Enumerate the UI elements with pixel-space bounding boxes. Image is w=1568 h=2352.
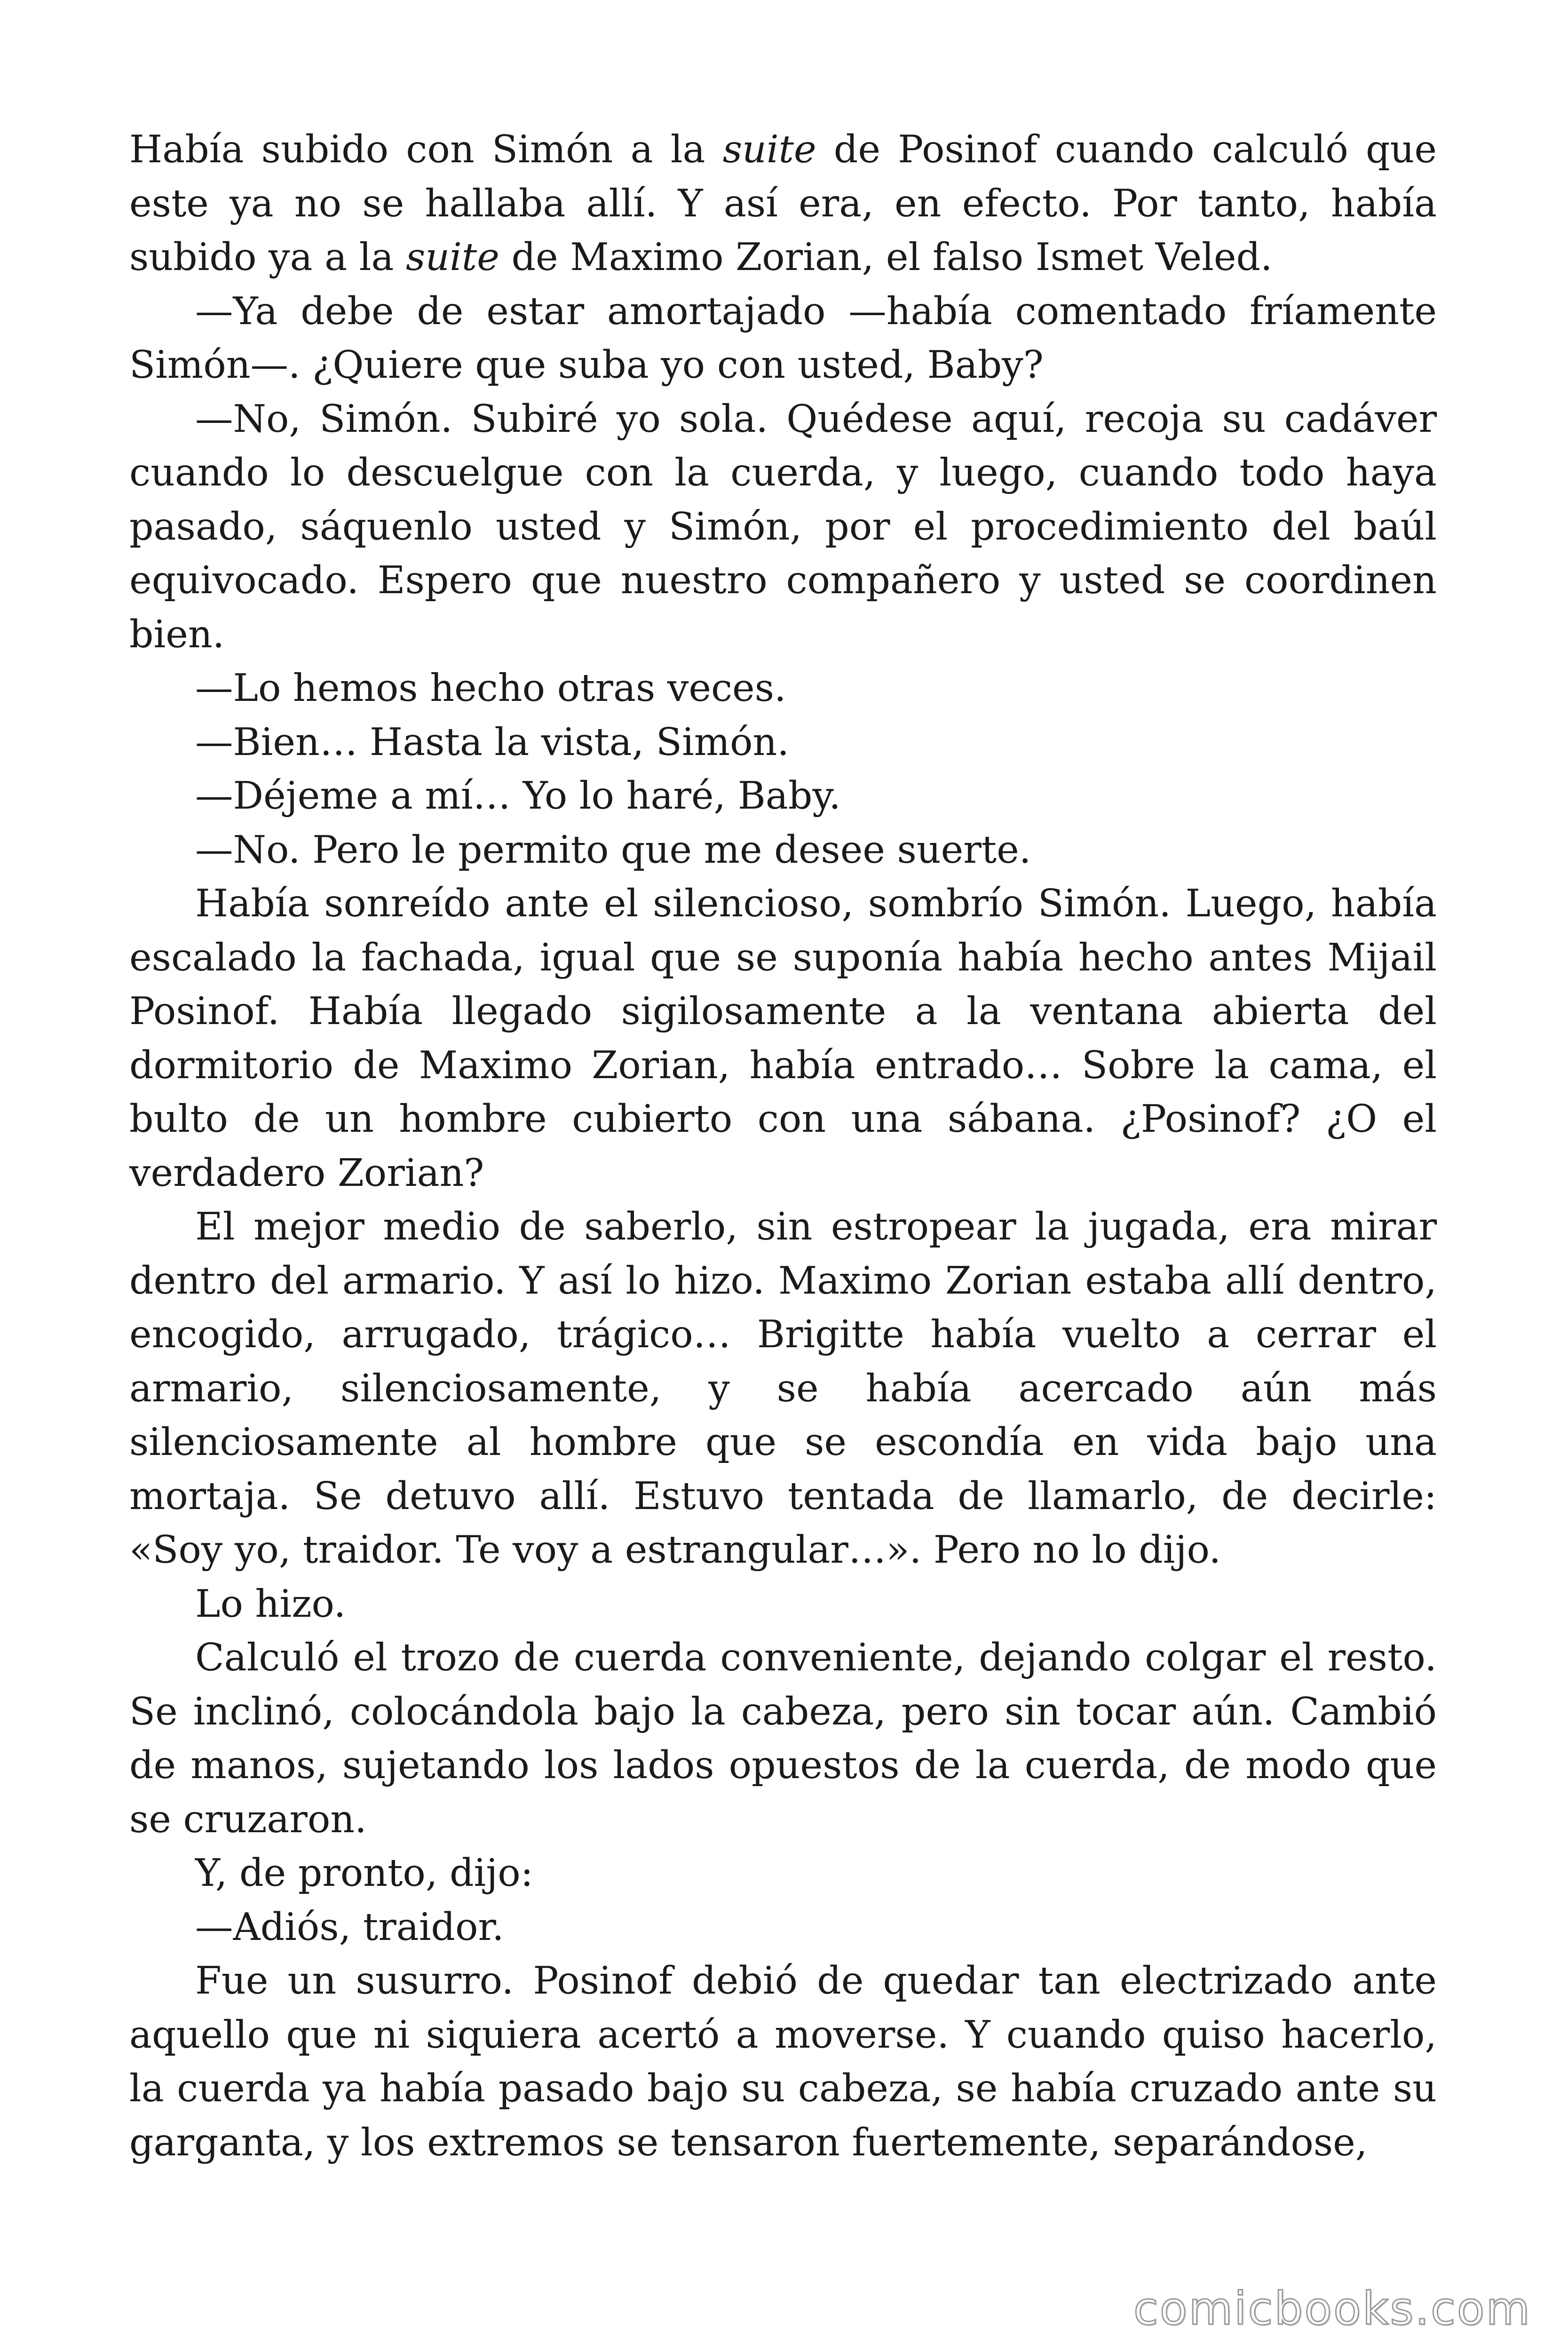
italic-text: suite — [406, 235, 499, 279]
text-segment: de Posinof cuando calculó que este ya no se hallaba allí. Y así era, en efecto. Por tanto, había subido ya a la — [129, 127, 1437, 279]
paragraph — [129, 392, 1437, 661]
text-segment: El mejor medio de saberlo, sin estropear la jugada, era mirar dentro del armario. Y así lo hizo. Maximo Zorian estaba allí dentro, encogido, arrugado, trágico… Brigitte había vuelto a cerrar el armario, silenciosamente, y se había acercado aún más silenciosamente al hombre que se escondía en vida bajo una mortaja. Se detuvo allí. Estuvo tentada de llamarlo, de decirle: «Soy yo, traidor. Te voy a estrangular…». Pero no lo dijo. — [129, 1204, 1437, 1572]
paragraph — [129, 715, 1437, 769]
text-segment: Había subido con Simón a la — [129, 127, 723, 171]
paragraph — [129, 876, 1437, 1200]
paragraph — [129, 1200, 1437, 1577]
paragraph — [129, 823, 1437, 877]
paragraph — [129, 1846, 1437, 1900]
paragraph — [129, 284, 1437, 392]
watermark: comicbooks.com — [1133, 2282, 1531, 2335]
text-segment: Y, de pronto, dijo: — [195, 1851, 533, 1895]
text-segment: —No, Simón. Subiré yo sola. Quédese aquí, recoja su cadáver cuando lo descuelgue con la cuerda, y luego, cuando todo haya pasado, sáquenlo usted y Simón, por el procedimiento del baúl equivocado. Espero que nuestro compañero y usted se coordinen bien. — [129, 396, 1437, 656]
text-segment: Calculó el trozo de cuerda conveniente, dejando colgar el resto. Se inclinó, colocándola bajo la cabeza, pero sin tocar aún. Cambió de manos, sujetando los lados opuestos de la cuerda, de modo que se cruzaron. — [129, 1635, 1437, 1841]
text-segment: —Déjeme a mí… Yo lo haré, Baby. — [195, 773, 841, 818]
text-segment: Fue un susurro. Posinof debió de quedar tan electrizado ante aquello que ni siquiera acertó a moverse. Y cuando quiso hacerlo, la cuerda ya había pasado bajo su cabeza, se había cruzado ante su garganta, y los extremos se tensaron fuertemente, separándose, — [129, 1958, 1437, 2164]
paragraph — [129, 1954, 1437, 2169]
body-text — [129, 122, 1437, 2169]
text-segment: Había sonreído ante el silencioso, sombrío Simón. Luego, había escalado la fachada, igual que se suponía había hecho antes Mijail Posinof. Había llegado sigilosamente a la ventana abierta del dormitorio de Maximo Zorian, había entrado… Sobre la cama, el bulto de un hombre cubierto con una sábana. ¿Posinof? ¿O el verdadero Zorian? — [129, 881, 1437, 1195]
text-segment: —Bien… Hasta la vista, Simón. — [195, 719, 789, 764]
paragraph — [129, 1630, 1437, 1846]
text-segment: —Ya debe de estar amortajado —había comentado fríamente Simón—. ¿Quiere que suba yo con usted, Baby? — [129, 288, 1437, 387]
paragraph — [129, 122, 1437, 284]
text-segment: —No. Pero le permito que me desee suerte. — [195, 827, 1031, 872]
text-segment: de Maximo Zorian, el falso Ismet Veled. — [499, 235, 1273, 279]
paragraph — [129, 1900, 1437, 1954]
text-segment: Lo hizo. — [195, 1581, 346, 1626]
paragraph — [129, 661, 1437, 715]
paragraph — [129, 769, 1437, 823]
text-segment: —Adiós, traidor. — [195, 1904, 504, 1949]
italic-text: suite — [722, 127, 816, 171]
paragraph — [129, 1577, 1437, 1631]
text-segment: —Lo hemos hecho otras veces. — [195, 666, 786, 710]
